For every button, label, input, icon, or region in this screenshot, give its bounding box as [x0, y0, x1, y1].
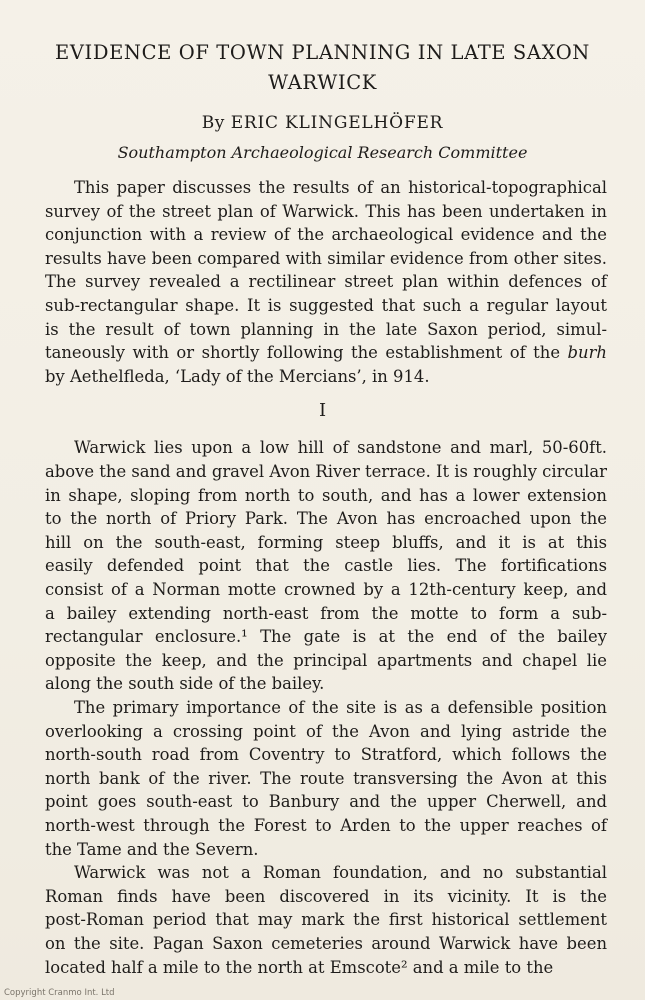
body-line: The primary importance of the site is as a defensible position	[74, 698, 607, 717]
body-line: consist of a Norman motte crowned by a 12th-century keep, and	[45, 580, 607, 599]
body-line: rectangular enclosure.¹ The gate is at the end of the bailey	[45, 627, 607, 647]
body-line: hill on the south-east, forming steep bluffs, and it is at this	[45, 532, 607, 552]
author-affiliation: Southampton Archaeological Research Committee	[117, 143, 528, 162]
body-line: Roman finds have been discovered in its vicinity. It is the	[45, 886, 607, 906]
body-line: north bank of the river. The route transversing the Avon at this	[45, 768, 607, 788]
body-line: north-west through the Forest to Arden to the upper reaches of	[45, 816, 607, 835]
body-line: along the south side of the bailey.	[45, 674, 325, 694]
body-line: point goes south-east to Banbury and the upper Cherwell, and	[45, 792, 607, 812]
byline	[0, 113, 645, 133]
abstract-line: The survey revealed a rectilinear street plan within defences of	[45, 272, 607, 292]
abstract-line: conjunction with a review of the archaeological evidence and the	[45, 225, 607, 245]
body-line: easily defended point that the castle lies. The fortifications	[45, 556, 607, 576]
abstract-line-text: taneously with or shortly following the establishment of the	[45, 343, 568, 363]
body-line: to the north of Priory Park. The Avon has encroached upon the	[45, 509, 607, 529]
author-name: ERIC KLINGELHÖFER	[230, 113, 444, 133]
abstract-line: sub-rectangular shape. It is suggested that such a regular layout	[45, 296, 607, 315]
article-title-line-2: WARWICK	[268, 71, 377, 94]
article-title-line-1: EVIDENCE OF TOWN PLANNING IN LATE SAXON	[55, 41, 590, 64]
body-line: on the site. Pagan Saxon cemeteries around Warwick have been	[45, 934, 607, 953]
abstract-line: results have been compared with similar evidence from other sites.	[45, 248, 607, 268]
abstract-line: This paper discusses the results of an historical-topographical	[74, 178, 607, 197]
italic-term-burh: burh	[567, 343, 607, 363]
body-line: in shape, sloping from north to south, and has a lower extension	[45, 485, 607, 505]
copyright-notice: Copyright Cranmo Int. Ltd	[4, 988, 115, 998]
body-line: opposite the keep, and the principal apartments and chapel lie	[45, 650, 607, 670]
body-line: post-Roman period that may mark the first historical settlement	[45, 910, 607, 930]
abstract-line: is the result of town planning in the late Saxon period, simul-	[45, 319, 607, 339]
body-line: north-south road from Coventry to Stratford, which follows the	[45, 745, 607, 765]
byline-by: By	[201, 113, 225, 133]
abstract-line	[45, 341, 607, 364]
abstract-line: survey of the street plan of Warwick. This has been undertaken in	[45, 201, 607, 221]
body-line: above the sand and gravel Avon River terrace. It is roughly circular	[45, 462, 608, 481]
abstract-line: by Aethelfleda, ‘Lady of the Mercians’, in 914.	[45, 366, 430, 386]
body-line: Warwick was not a Roman foundation, and no substantial	[74, 863, 607, 883]
section-number: I	[318, 400, 327, 422]
body-line: located half a mile to the north at Emscote² and a mile to the	[45, 957, 554, 977]
body-line: overlooking a crossing point of the Avon and lying astride the	[45, 721, 607, 741]
body-line: a bailey extending north-east from the motte to form a sub-	[45, 603, 607, 623]
body-line: Warwick lies upon a low hill of sandstone and marl, 50-60ft.	[74, 438, 607, 458]
body-line: the Tame and the Severn.	[45, 839, 259, 859]
